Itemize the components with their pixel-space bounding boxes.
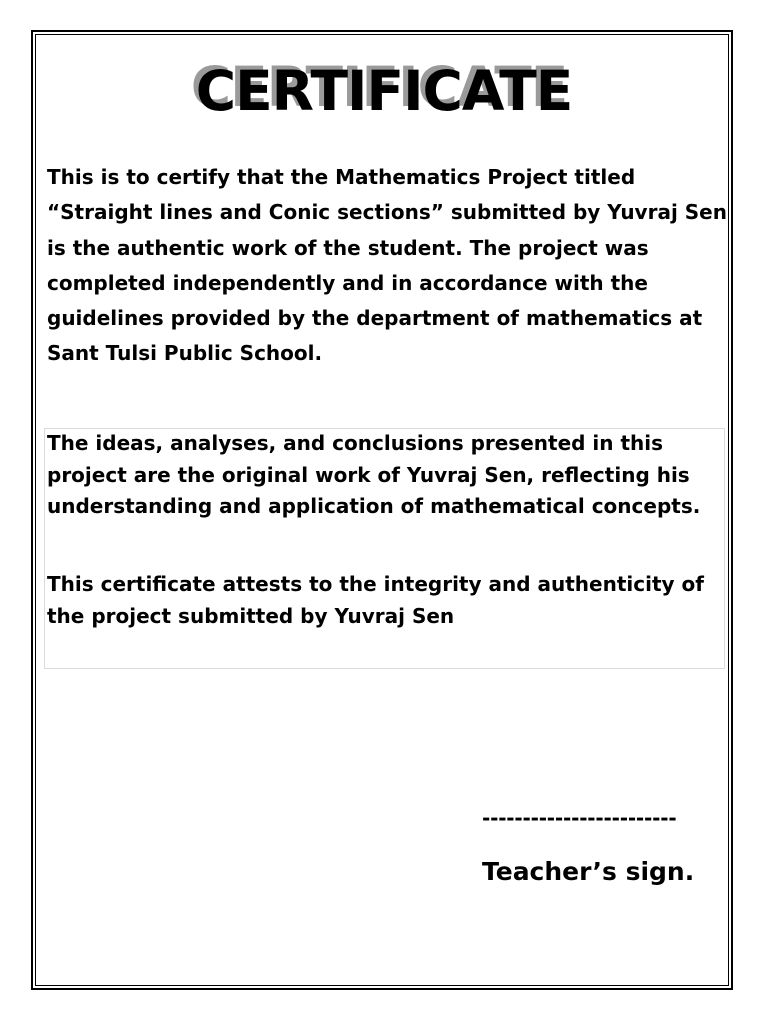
attestation-paragraph: This certificate attests to the integrity and authenticity of the project submitted by Yuvraj Sen [47, 572, 704, 628]
certificate-title: CERTIFICATE [195, 59, 573, 123]
teacher-sign-label: Teacher’s sign. [482, 857, 695, 886]
originality-paragraph: The ideas, analyses, and conclusions presented in this project are the original work of Yuvraj Sen, reflecting his understanding and application of mathematical concepts. [47, 431, 701, 518]
certification-paragraph: This is to certify that the Mathematics Project titled “Straight lines and Conic sections” submitted by Yuvraj Sen is the authentic work of the student. The project was completed independently and in accordance with the guidelines provided by the department of mathematics at Sant Tulsi Public School. [47, 165, 727, 366]
signature-line: ------------------------ [482, 806, 677, 830]
